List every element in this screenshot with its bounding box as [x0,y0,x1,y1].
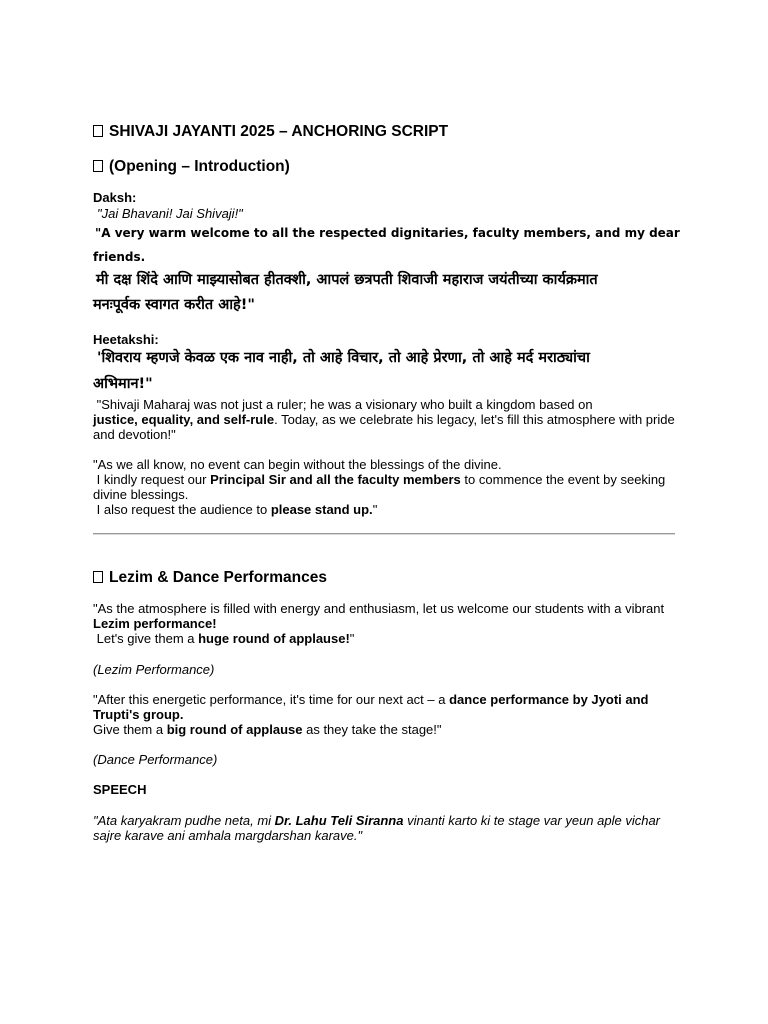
daksh-welcome-line: "A very warm welcome to all the respected dignitaries, faculty members, and my dear [95,226,680,240]
paragraph-lezim: "As the atmosphere is filled with energy and enthusiasm, let us welcome our students with a vibrant Lezim performance! Let's give them a huge round of applause!" [93,601,665,646]
paragraph-speech: "Ata karyakram pudhe neta, mi Dr. Lahu Teli Siranna vinanti karto ki te stage var yeun aple vichar sajre karave ani amhala margdarshan karave." [93,813,661,843]
speaker-heetakshi: Heetakshi: [93,332,159,347]
lezim-performance-note: (Lezim Performance) [93,662,215,677]
heetakshi-marathi-line-1: 'शिवराय म्हणजे केवळ एक नाव नाही, तो आहे विचार, तो आहे प्रेरणा, तो आहे मर्द मराठ्यांचा [97,350,590,366]
speaker-daksh: Daksh: [93,190,137,205]
daksh-welcome-line-end: friends. [93,250,146,264]
lezim-heading: Lezim & Dance Performances [93,569,327,587]
daksh-marathi-line-2: मनःपूर्वक स्वागत करीत आहे!" [93,297,255,313]
paragraph-legacy: "Shivaji Maharaj was not just a ruler; he was a visionary who built a kingdom based on justice, equality, and self-rule. Today, as we celebrate his legacy, let's fill this atmosphere with pride and devotion!" [93,397,675,442]
opening-heading: (Opening – Introduction) [93,158,290,176]
document-title: SHIVAJI JAYANTI 2025 – ANCHORING SCRIPT [93,123,448,141]
heetakshi-marathi-line-2: अभिमान!" [93,376,153,392]
daksh-greeting: "Jai Bhavani! Jai Shivaji!" [97,206,243,221]
checkbox-glyph-icon [93,125,103,137]
paragraph-blessings: "As we all know, no event can begin without the blessings of the divine. I kindly request our Principal Sir and all the faculty members to commence the event by seeking divine blessings. I also request the audience to please stand up." [93,457,666,517]
paragraph-dance: "After this energetic performance, it's time for our next act – a dance performance by Jyoti and Trupti's group. Give them a big round of applause as they take the stage!" [93,692,649,737]
speech-heading: SPEECH [93,782,147,797]
section-divider [93,533,675,535]
checkbox-glyph-icon [93,571,103,583]
checkbox-glyph-icon [93,160,103,172]
daksh-marathi-line-1: मी दक्ष शिंदे आणि माझ्यासोबत हीतक्शी, आपलं छत्रपती शिवाजी महाराज जयंतीच्या कार्यक्रमात [96,272,598,288]
dance-performance-note: (Dance Performance) [93,752,218,767]
